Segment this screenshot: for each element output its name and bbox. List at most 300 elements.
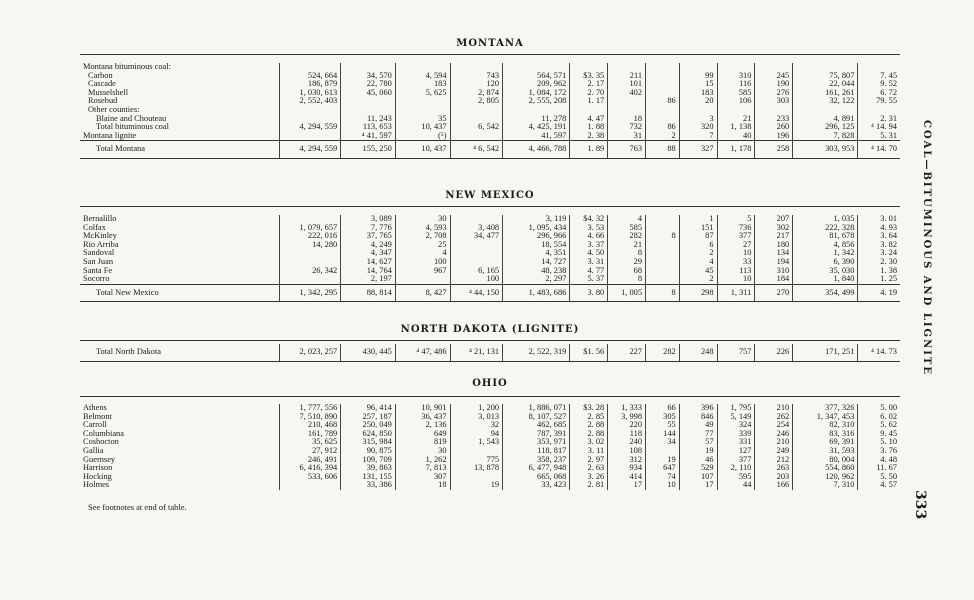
table-cell xyxy=(450,115,503,124)
table-cell: 2, 197 xyxy=(341,275,396,284)
table-cell: 5. 10 xyxy=(858,438,900,447)
table-cell: 35, 030 xyxy=(793,267,858,276)
table-cell: 305 xyxy=(646,413,680,422)
table-row xyxy=(80,132,900,141)
table-cell: 10 xyxy=(646,481,680,490)
table-cell: 307 xyxy=(395,473,450,482)
table-cell: 354, 499 xyxy=(793,284,858,302)
table-cell xyxy=(395,106,450,115)
table-cell: 30 xyxy=(395,447,450,456)
table-cell: 358, 237 xyxy=(503,456,570,465)
footnote: See footnotes at end of table. xyxy=(88,502,187,512)
table-cell: 184 xyxy=(755,275,793,284)
table-cell: 106 xyxy=(717,97,755,106)
table-cell: 127 xyxy=(717,447,755,456)
row-label: Rio Arriba xyxy=(83,240,119,249)
table-cell: 26, 342 xyxy=(280,267,341,276)
row-label: Montana bituminous coal: xyxy=(83,63,171,71)
row-label: Rosebud xyxy=(88,97,118,106)
table-row xyxy=(80,97,900,106)
table-row xyxy=(80,430,900,439)
table-cell xyxy=(858,106,900,115)
table-cell: 57 xyxy=(679,438,717,447)
table-cell: 11. 67 xyxy=(858,464,900,473)
row-label: Athens xyxy=(83,404,107,412)
table-cell: 2. 17 xyxy=(570,80,608,89)
table-cell: 87 xyxy=(679,232,717,241)
table-cell xyxy=(280,275,341,284)
table-cell: 1, 262 xyxy=(395,456,450,465)
table-cell: 5, 625 xyxy=(395,89,450,98)
table-cell: 3, 998 xyxy=(608,413,646,422)
divider xyxy=(80,340,900,341)
table-cell xyxy=(793,106,858,115)
table-cell: 8 xyxy=(608,275,646,284)
table-cell: 19 xyxy=(679,447,717,456)
table-cell: 40 xyxy=(717,132,755,141)
table-cell: 35, 625 xyxy=(280,438,341,447)
table-cell: 10 xyxy=(717,275,755,284)
table-row xyxy=(80,123,900,132)
table-cell: 595 xyxy=(717,473,755,482)
table-row xyxy=(80,464,900,473)
table-row xyxy=(80,421,900,430)
table-cell xyxy=(450,106,503,115)
table-cell: 967 xyxy=(395,267,450,276)
table-cell: 116 xyxy=(717,80,755,89)
table-cell: 254 xyxy=(755,421,793,430)
table-cell: 3. 53 xyxy=(570,224,608,233)
table-cell: 113, 653 xyxy=(341,123,396,132)
table-cell: 74 xyxy=(646,473,680,482)
table-cell: 2. 85 xyxy=(570,413,608,422)
table-cell: 11, 243 xyxy=(341,115,396,124)
table-cell: 430, 445 xyxy=(341,344,396,361)
montana-heading: MONTANA xyxy=(456,38,524,49)
table-cell: 3, 089 xyxy=(341,215,396,224)
table-cell xyxy=(450,473,503,482)
table-cell: 1, 035 xyxy=(793,215,858,224)
table-cell: 41, 597 xyxy=(503,132,570,141)
divider xyxy=(80,54,900,55)
table-cell: 226 xyxy=(755,344,793,361)
table-cell xyxy=(858,63,900,72)
table-cell xyxy=(280,106,341,115)
table-cell: 377 xyxy=(717,232,755,241)
table-cell: 665, 068 xyxy=(503,473,570,482)
table-cell: 5 xyxy=(717,215,755,224)
table-cell: 17 xyxy=(679,481,717,490)
table-cell xyxy=(646,80,680,89)
row-label: Total bituminous coal xyxy=(96,123,169,132)
table-cell xyxy=(570,106,608,115)
table-cell: 39, 863 xyxy=(341,464,396,473)
row-label: Belmont xyxy=(83,412,112,421)
table-cell: 32 xyxy=(450,421,503,430)
table-cell: 180 xyxy=(755,241,793,250)
table-cell: 3, 408 xyxy=(450,224,503,233)
table-cell xyxy=(450,132,503,141)
table-row xyxy=(80,232,900,241)
table-cell: 69, 391 xyxy=(793,438,858,447)
table-cell: 4. 57 xyxy=(858,481,900,490)
table-cell: (⁵) xyxy=(395,132,450,141)
table-cell: 819 xyxy=(395,438,450,447)
table-cell: 6, 390 xyxy=(793,258,858,267)
table-cell: 15 xyxy=(679,80,717,89)
table-cell: 846 xyxy=(679,413,717,422)
table-cell: 2. 81 xyxy=(570,481,608,490)
table-cell: 270 xyxy=(755,284,793,302)
table-cell: 3. 31 xyxy=(570,258,608,267)
row-label: Carroll xyxy=(83,421,107,430)
table-row xyxy=(80,447,900,456)
table-cell: 296, 125 xyxy=(793,123,858,132)
row-label: Montana lignite xyxy=(83,131,137,140)
table-cell: 296, 966 xyxy=(503,232,570,241)
table-cell xyxy=(646,72,680,81)
table-cell: 194 xyxy=(755,258,793,267)
table-cell: 2. 70 xyxy=(570,89,608,98)
table-cell: 21 xyxy=(608,241,646,250)
table-cell: 120, 962 xyxy=(793,473,858,482)
table-row xyxy=(80,456,900,465)
table-cell: 79. 55 xyxy=(858,97,900,106)
table-cell: 8 xyxy=(646,284,680,302)
table-cell: 257, 187 xyxy=(341,413,396,422)
table-cell: 212 xyxy=(755,456,793,465)
table-cell: 14, 727 xyxy=(503,258,570,267)
table-cell: 3. 80 xyxy=(570,284,608,302)
table-row xyxy=(80,413,900,422)
table-cell: 19 xyxy=(450,481,503,490)
table-cell: 36, 437 xyxy=(395,413,450,422)
row-label: Gallia xyxy=(83,446,104,455)
table-cell: 1, 095, 434 xyxy=(503,224,570,233)
table-cell: 31, 593 xyxy=(793,447,858,456)
table-cell: 3. 82 xyxy=(858,241,900,250)
table-cell: $1. 56 xyxy=(570,344,608,361)
table-cell: 2, 708 xyxy=(395,232,450,241)
table-cell: 1, 347, 453 xyxy=(793,413,858,422)
row-label: Colfax xyxy=(83,223,106,232)
table-cell: 166 xyxy=(755,481,793,490)
table-cell: 151 xyxy=(679,224,717,233)
table-cell: 86 xyxy=(646,123,680,132)
table-cell: 66 xyxy=(646,404,680,413)
table-row xyxy=(80,115,900,124)
table-cell: 22, 780 xyxy=(341,80,396,89)
table-cell: 1, 079, 657 xyxy=(280,224,341,233)
table-cell: 4, 294, 559 xyxy=(280,123,341,132)
table-row xyxy=(80,481,900,490)
table-cell: 9. 52 xyxy=(858,80,900,89)
table-cell xyxy=(646,447,680,456)
table-cell: 190 xyxy=(755,80,793,89)
table-cell: 8, 427 xyxy=(395,284,450,302)
table-cell: 1, 005 xyxy=(608,284,646,302)
ohio-heading: OHIO xyxy=(472,378,508,389)
table-cell: 2, 552, 403 xyxy=(280,97,341,106)
table-cell: 1, 543 xyxy=(450,438,503,447)
new-mexico-table xyxy=(80,215,900,302)
table-cell: 302 xyxy=(755,224,793,233)
table-cell: ⁴ 6, 542 xyxy=(450,141,503,159)
table-cell: 3, 119 xyxy=(503,215,570,224)
table-cell: 5. 31 xyxy=(858,132,900,141)
table-cell: 934 xyxy=(608,464,646,473)
table-cell: 17 xyxy=(608,481,646,490)
table-cell: 183 xyxy=(679,89,717,98)
table-cell xyxy=(280,63,341,72)
table-row xyxy=(80,249,900,258)
table-cell: 171, 251 xyxy=(793,344,858,361)
table-cell: 2. 31 xyxy=(858,115,900,124)
table-cell: 6. 02 xyxy=(858,413,900,422)
table-cell: 2, 555, 208 xyxy=(503,97,570,106)
table-cell: 585 xyxy=(608,224,646,233)
table-cell: 68 xyxy=(608,267,646,276)
table-cell xyxy=(280,215,341,224)
table-cell: 2. 88 xyxy=(570,430,608,439)
table-cell xyxy=(395,63,450,72)
table-cell: 13, 878 xyxy=(450,464,503,473)
table-cell: 1, 178 xyxy=(717,141,755,159)
table-cell: 282 xyxy=(646,344,680,361)
table-cell: 647 xyxy=(646,464,680,473)
table-cell: 303 xyxy=(755,97,793,106)
table-cell: ⁴ 14. 70 xyxy=(858,141,900,159)
table-cell xyxy=(608,63,646,72)
row-label: Cascade xyxy=(88,80,116,89)
table-cell xyxy=(280,132,341,141)
table-cell: 757 xyxy=(717,344,755,361)
table-row xyxy=(80,258,900,267)
table-cell: 2, 136 xyxy=(395,421,450,430)
table-cell: 210, 468 xyxy=(280,421,341,430)
table-cell: 2, 522, 319 xyxy=(503,344,570,361)
row-label: Carbon xyxy=(88,71,113,80)
table-cell: 30 xyxy=(395,215,450,224)
table-cell: 1, 795 xyxy=(717,404,755,413)
table-cell: 203 xyxy=(755,473,793,482)
row-label: Bernalillo xyxy=(83,215,117,223)
row-label: Harrison xyxy=(83,464,113,473)
table-cell xyxy=(646,106,680,115)
table-cell: 2 xyxy=(646,132,680,141)
table-cell xyxy=(450,447,503,456)
table-cell: 2, 110 xyxy=(717,464,755,473)
table-cell: 10, 437 xyxy=(395,141,450,159)
table-cell: 3, 013 xyxy=(450,413,503,422)
table-cell: 327 xyxy=(679,141,717,159)
table-cell: 96, 414 xyxy=(341,404,396,413)
table-cell: 4 xyxy=(395,249,450,258)
table-cell: 155, 250 xyxy=(341,141,396,159)
table-cell: 736 xyxy=(717,224,755,233)
row-label: Santa Fe xyxy=(83,266,113,275)
table-cell: 4, 425, 191 xyxy=(503,123,570,132)
table-cell: 246 xyxy=(755,430,793,439)
table-cell: 240 xyxy=(608,438,646,447)
table-cell: 624, 850 xyxy=(341,430,396,439)
table-cell: 775 xyxy=(450,456,503,465)
table-cell: 320 xyxy=(679,123,717,132)
table-cell xyxy=(450,63,503,72)
table-cell: 34, 477 xyxy=(450,232,503,241)
table-cell: 109, 709 xyxy=(341,456,396,465)
table-cell: 55 xyxy=(646,421,680,430)
table-cell: 303, 953 xyxy=(793,141,858,159)
table-cell: 196 xyxy=(755,132,793,141)
table-cell: 1, 483, 686 xyxy=(503,284,570,302)
table-cell: 144 xyxy=(646,430,680,439)
table-cell: 1. 17 xyxy=(570,97,608,106)
table-cell: 529 xyxy=(679,464,717,473)
table-cell: 339 xyxy=(717,430,755,439)
table-cell: 18 xyxy=(395,481,450,490)
table-cell xyxy=(450,249,503,258)
table-cell: 4, 466, 788 xyxy=(503,141,570,159)
table-cell: 21 xyxy=(717,115,755,124)
table-cell: 10 xyxy=(717,249,755,258)
table-cell: 1, 200 xyxy=(450,404,503,413)
table-cell: 46 xyxy=(679,456,717,465)
table-cell: 250, 049 xyxy=(341,421,396,430)
table-cell: 9. 45 xyxy=(858,430,900,439)
table-cell: 27 xyxy=(717,241,755,250)
table-cell: 210 xyxy=(755,404,793,413)
table-cell: 8 xyxy=(646,232,680,241)
table-cell: 34 xyxy=(646,438,680,447)
table-cell: 3. 02 xyxy=(570,438,608,447)
table-cell: 11, 278 xyxy=(503,115,570,124)
table-cell: 10, 901 xyxy=(395,404,450,413)
table-cell: 1, 138 xyxy=(717,123,755,132)
table-cell xyxy=(450,258,503,267)
montana-table xyxy=(80,63,900,159)
table-cell: 262 xyxy=(755,413,793,422)
table-cell xyxy=(793,63,858,72)
table-cell: 88, 814 xyxy=(341,284,396,302)
table-cell: 118, 817 xyxy=(503,447,570,456)
table-cell: 6, 416, 394 xyxy=(280,464,341,473)
table-cell: 5, 149 xyxy=(717,413,755,422)
table-cell: ⁴ 14. 94 xyxy=(858,123,900,132)
table-cell: 1 xyxy=(679,215,717,224)
table-cell: 7 xyxy=(679,132,717,141)
table-cell xyxy=(717,106,755,115)
table-cell: 6 xyxy=(679,241,717,250)
table-cell: 4, 351 xyxy=(503,249,570,258)
table-cell: 4, 249 xyxy=(341,241,396,250)
table-cell: 210 xyxy=(755,438,793,447)
table-cell: 2, 874 xyxy=(450,89,503,98)
table-cell xyxy=(646,241,680,250)
table-cell: 263 xyxy=(755,464,793,473)
table-cell: ⁴ 14. 73 xyxy=(858,344,900,361)
table-cell: 1, 777, 556 xyxy=(280,404,341,413)
table-cell: 585 xyxy=(717,89,755,98)
table-cell: 22, 044 xyxy=(793,80,858,89)
table-cell xyxy=(570,63,608,72)
table-cell: 1, 886, 071 xyxy=(503,404,570,413)
table-cell: 377, 326 xyxy=(793,404,858,413)
table-cell: 6, 165 xyxy=(450,267,503,276)
table-cell: 6, 477, 948 xyxy=(503,464,570,473)
table-cell: 209, 962 xyxy=(503,80,570,89)
table-cell: 3. 76 xyxy=(858,447,900,456)
row-label: Total Montana xyxy=(80,141,280,159)
table-cell xyxy=(450,215,503,224)
table-cell: 113 xyxy=(717,267,755,276)
table-cell: 207 xyxy=(755,215,793,224)
row-label: Other counties: xyxy=(88,105,140,114)
north-dakota-table xyxy=(80,344,900,362)
table-cell: 2, 805 xyxy=(450,97,503,106)
table-cell: 2. 63 xyxy=(570,464,608,473)
table-cell: 377 xyxy=(717,456,755,465)
table-cell: 5. 00 xyxy=(858,404,900,413)
table-cell: 7, 310 xyxy=(793,481,858,490)
table-cell xyxy=(341,97,396,106)
table-cell: 131, 155 xyxy=(341,473,396,482)
table-cell: 564, 571 xyxy=(503,72,570,81)
row-label: Guernsey xyxy=(83,455,116,464)
table-cell: 3. 64 xyxy=(858,232,900,241)
table-cell: 1. 89 xyxy=(570,141,608,159)
row-label: Blaine and Chouteau xyxy=(96,114,167,123)
table-row xyxy=(80,89,900,98)
table-cell xyxy=(646,215,680,224)
total-row xyxy=(80,284,900,302)
table-cell: 324 xyxy=(717,421,755,430)
table-cell: 249 xyxy=(755,447,793,456)
table-cell: 312 xyxy=(608,456,646,465)
table-cell: 100 xyxy=(450,275,503,284)
table-cell: 222, 016 xyxy=(280,232,341,241)
ohio-table xyxy=(80,404,900,490)
table-cell: 86 xyxy=(646,97,680,106)
table-cell: $3. 28 xyxy=(570,404,608,413)
table-cell: 83, 316 xyxy=(793,430,858,439)
table-cell xyxy=(341,106,396,115)
table-cell: 25 xyxy=(395,241,450,250)
table-cell: 4, 294, 559 xyxy=(280,141,341,159)
table-cell: 19 xyxy=(646,456,680,465)
row-label: Total New Mexico xyxy=(80,284,280,302)
table-cell: ⁴ 47, 486 xyxy=(395,344,450,361)
table-cell xyxy=(395,97,450,106)
table-cell: 1, 840 xyxy=(793,275,858,284)
table-cell: 14, 280 xyxy=(280,241,341,250)
table-cell: 18 xyxy=(608,115,646,124)
table-cell: 246, 491 xyxy=(280,456,341,465)
table-cell xyxy=(608,97,646,106)
table-cell xyxy=(280,115,341,124)
table-cell: 82, 310 xyxy=(793,421,858,430)
table-cell: 227 xyxy=(608,344,646,361)
table-cell: 27, 912 xyxy=(280,447,341,456)
table-cell: ⁴ 44, 150 xyxy=(450,284,503,302)
table-cell: 5. 37 xyxy=(570,275,608,284)
table-cell: 310 xyxy=(755,267,793,276)
table-cell xyxy=(450,241,503,250)
table-cell: 120 xyxy=(450,80,503,89)
table-cell: 1, 342, 295 xyxy=(280,284,341,302)
table-cell: 35 xyxy=(395,115,450,124)
table-cell: 554, 860 xyxy=(793,464,858,473)
